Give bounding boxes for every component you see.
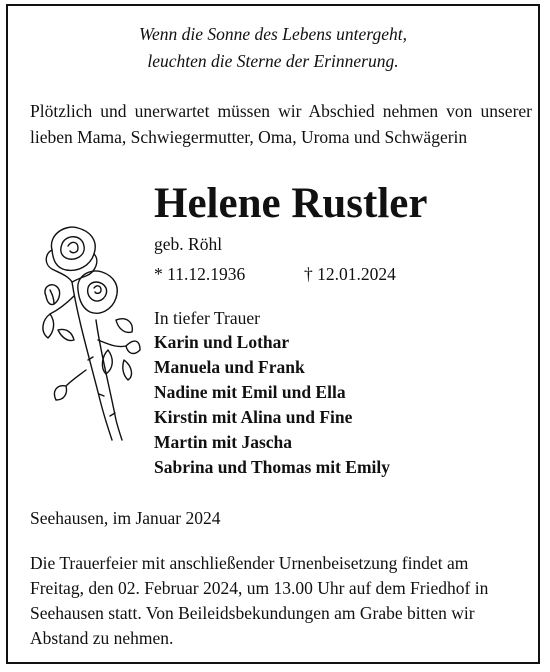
mourners-heading: In tiefer Trauer	[154, 308, 260, 328]
motto-line-1: Wenn die Sonne des Lebens untergeht,	[139, 24, 407, 44]
obituary-frame	[6, 4, 540, 664]
motto	[8, 21, 538, 75]
funeral-line-3: Seehausen statt. Von Beileidsbekundungen am Grabe bitten wir	[30, 603, 475, 623]
mourner-name: Manuela und Frank	[154, 357, 305, 377]
mourner-name: Nadine mit Emil und Ella	[154, 382, 346, 402]
deceased-name: Helene Rustler	[154, 180, 428, 227]
birth-date: * 11.12.1936	[154, 264, 246, 284]
maiden-name: geb. Röhl	[154, 234, 223, 254]
mourner-name: Sabrina und Thomas mit Emily	[154, 457, 390, 477]
funeral-line-4: Abstand zu nehmen.	[30, 628, 174, 648]
intro-text: Plötzlich und unerwartet müssen wir Abschied nehmen von unserer lieben Mama, Schwiegermutter, Oma, Uroma und Schwägerin	[30, 101, 532, 147]
death-date: † 12.01.2024	[304, 264, 396, 284]
funeral-line-2: Freitag, den 02. Februar 2024, um 13.00 Uhr auf dem Friedhof in	[30, 578, 489, 598]
rose-icon	[38, 220, 142, 444]
motto-line-2: leuchten die Sterne der Erinnerung.	[147, 51, 399, 71]
mourner-name: Martin mit Jascha	[154, 432, 293, 452]
funeral-line-1: Die Trauerfeier mit anschließender Urnenbeisetzung findet am	[30, 553, 469, 573]
place-date: Seehausen, im Januar 2024	[30, 508, 221, 528]
mourner-name: Kirstin mit Alina und Fine	[154, 407, 353, 427]
mourner-name: Karin und Lothar	[154, 332, 290, 352]
